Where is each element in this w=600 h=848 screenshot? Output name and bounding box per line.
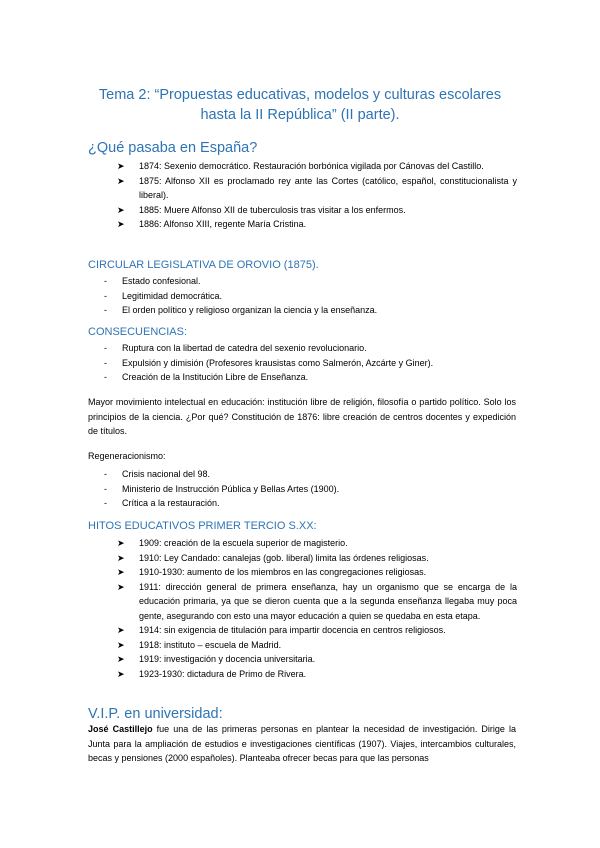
- list-item: - Legitimidad democrática.: [102, 289, 517, 304]
- arrow-bullet-icon: ➤: [117, 204, 125, 215]
- dash-bullet-icon: -: [104, 469, 107, 479]
- arrow-bullet-icon: ➤: [117, 161, 125, 171]
- vip-name: José Castillejo: [88, 724, 153, 734]
- list-item: ➤ 1910: Ley Candado: canalejas (gob. liberal) limita las órdenes religiosas.: [117, 551, 517, 566]
- list-item: ➤ 1910-1930: aumento de los miembros en las congregaciones religiosas.: [117, 565, 517, 580]
- list-item: - Crisis nacional del 98.: [102, 467, 517, 482]
- dash-bullet-icon: -: [104, 305, 107, 315]
- arrow-bullet-icon: ➤: [117, 175, 125, 186]
- list-item: ➤ 1909: creación de la escuela superior de magisterio.: [117, 536, 517, 551]
- arrow-bullet-icon: ➤: [117, 581, 125, 592]
- list-item: ➤ 1886: Alfonso XIII, regente María Cristina.: [117, 217, 517, 232]
- dash-bullet-icon: -: [104, 290, 107, 301]
- arrow-bullet-icon: ➤: [117, 219, 125, 229]
- list-item: - El orden político y religioso organizan la ciencia y la enseñanza.: [102, 303, 517, 318]
- heading-hitos-educativos: HITOS EDUCATIVOS PRIMER TERCIO S.XX:: [88, 520, 317, 532]
- list-item: - Ruptura con la libertad de catedra del sexenio revolucionario.: [102, 341, 517, 356]
- dash-bullet-icon: -: [104, 343, 107, 353]
- arrow-bullet-icon: ➤: [117, 654, 125, 664]
- que-pasaba-list: [117, 159, 517, 232]
- list-item: ➤ 1874: Sexenio democrático. Restauración borbónica vigilada por Cánovas del Castillo.: [117, 159, 517, 174]
- hitos-list: [117, 536, 517, 681]
- list-item: - Crítica a la restauración.: [102, 496, 517, 511]
- heading-que-pasaba: ¿Qué pasaba en España?: [88, 140, 258, 156]
- title-line-2: hasta la II República” (II parte).: [200, 107, 400, 123]
- regeneracionismo-list: [102, 467, 517, 511]
- list-item: ➤ 1875: Alfonso XII es proclamado rey ante las Cortes (católico, español, constitucionalista y liberal).: [117, 175, 517, 200]
- list-item: ➤ 1914: sin exigencia de titulación para impartir docencia en centros religiosos.: [117, 623, 517, 638]
- vip-text: fue una de las primeras personas en plantear la necesidad de investigación. Dirige la Junta para la ampliación de estudios e investigaciones científicas (1907). Viajes, intercambios culturales, becas y pensiones (2000 españoles). Planteaba ofrecer becas para que las personas: [88, 724, 516, 763]
- arrow-bullet-icon: ➤: [117, 552, 125, 563]
- document-title: [0, 85, 600, 125]
- mayor-movimiento-paragraph: Mayor movimiento intelectual en educación: institución libre de religión, filosofía o partido político. Solo los principios de la ciencia. ¿Por qué? Constitución de 1876: libre creación de centros docentes y expedición de títulos.: [88, 397, 516, 436]
- dash-bullet-icon: -: [104, 357, 107, 368]
- heading-consecuencias: CONSECUENCIAS:: [88, 326, 188, 338]
- title-line-1: Tema 2: “Propuestas educativas, modelos y culturas escolares: [98, 87, 502, 103]
- dash-bullet-icon: -: [104, 276, 107, 286]
- list-item: ➤ 1923-1930: dictadura de Primo de Rivera.: [117, 667, 517, 682]
- arrow-bullet-icon: ➤: [117, 639, 125, 650]
- list-item: - Creación de la Institución Libre de Enseñanza.: [102, 370, 517, 385]
- list-item: - Expulsión y dimisión (Profesores krausistas como Salmerón, Azcárte y Giner).: [102, 356, 517, 371]
- list-item: ➤ 1918: instituto – escuela de Madrid.: [117, 638, 517, 653]
- arrow-bullet-icon: ➤: [117, 538, 125, 548]
- arrow-bullet-icon: ➤: [117, 668, 125, 679]
- circular-list: [102, 274, 517, 318]
- list-item: - Ministerio de Instrucción Pública y Bellas Artes (1900).: [102, 482, 517, 497]
- dash-bullet-icon: -: [104, 483, 107, 494]
- dash-bullet-icon: -: [104, 498, 107, 508]
- vip-paragraph: [88, 722, 516, 766]
- arrow-bullet-icon: ➤: [117, 567, 125, 577]
- heading-circular-orovio: CIRCULAR LEGISLATIVA DE OROVIO (1875).: [88, 259, 319, 271]
- arrow-bullet-icon: ➤: [117, 625, 125, 635]
- list-item: - Estado confesional.: [102, 274, 517, 289]
- list-item: ➤ 1919: investigación y docencia universitaria.: [117, 652, 517, 667]
- consecuencias-list: [102, 341, 517, 385]
- dash-bullet-icon: -: [104, 372, 107, 382]
- list-item: ➤ 1885: Muere Alfonso XII de tuberculosis tras visitar a los enfermos.: [117, 203, 517, 218]
- heading-vip-universidad: V.I.P. en universidad:: [88, 706, 223, 722]
- regeneracionismo-label: Regeneracionismo:: [88, 451, 166, 461]
- list-item: ➤ 1911: dirección general de primera enseñanza, hay un organismo que se encarga de la educación primaria, ya que se dieron cuenta que a la segunda enseñanza llegaba muy poca gente, asegurando con esto una mayor educación a quien se quedaba en esta etapa.: [117, 581, 517, 621]
